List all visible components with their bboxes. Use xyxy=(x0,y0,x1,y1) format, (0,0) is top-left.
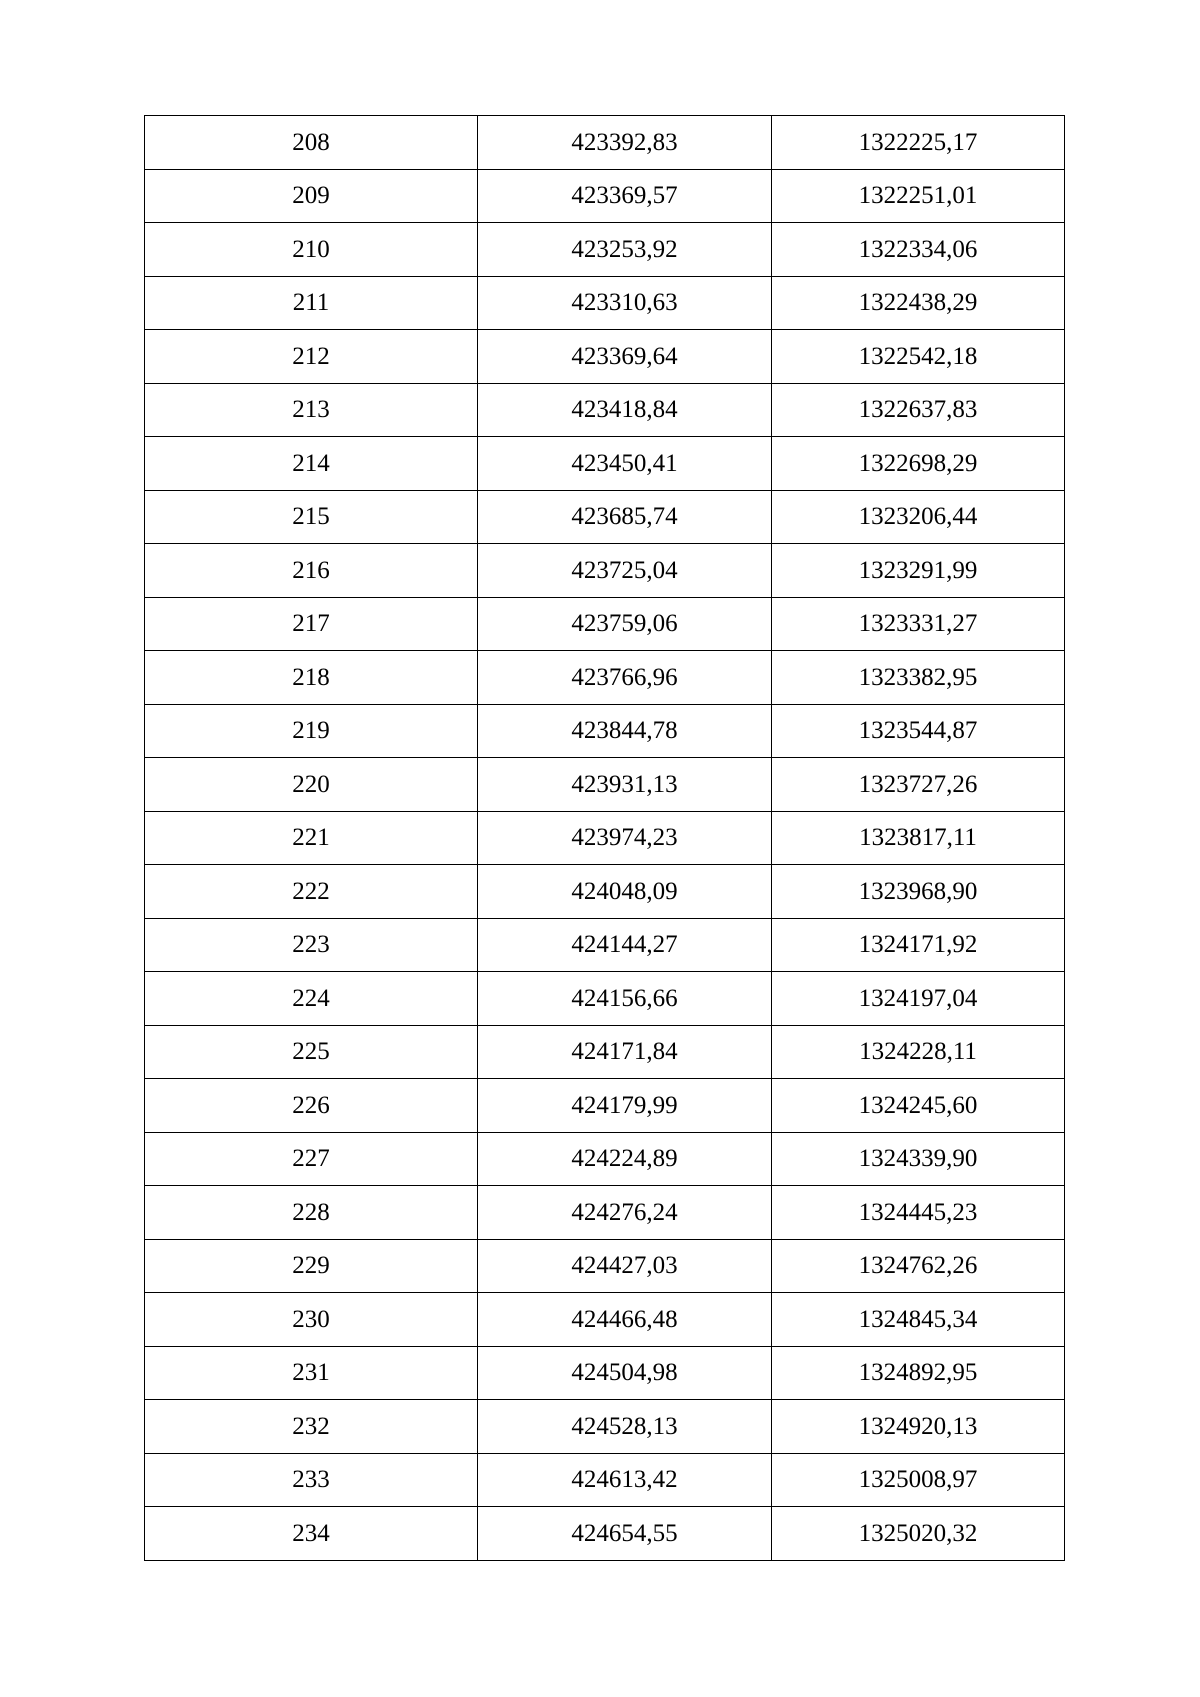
y-coordinate-cell: 1324339,90 xyxy=(772,1132,1065,1186)
y-coordinate-cell: 1324762,26 xyxy=(772,1239,1065,1293)
table-row xyxy=(145,918,1065,972)
point-number-cell: 215 xyxy=(145,490,478,544)
x-coordinate-cell: 423759,06 xyxy=(478,597,772,651)
table-row xyxy=(145,116,1065,170)
y-coordinate-cell: 1324171,92 xyxy=(772,918,1065,972)
y-coordinate-cell: 1322225,17 xyxy=(772,116,1065,170)
x-coordinate-cell: 423369,64 xyxy=(478,330,772,384)
point-number-cell: 218 xyxy=(145,651,478,705)
x-coordinate-cell: 423766,96 xyxy=(478,651,772,705)
table-row xyxy=(145,169,1065,223)
x-coordinate-cell: 424144,27 xyxy=(478,918,772,972)
point-number-cell: 212 xyxy=(145,330,478,384)
point-number-cell: 228 xyxy=(145,1186,478,1240)
y-coordinate-cell: 1322438,29 xyxy=(772,276,1065,330)
point-number-cell: 220 xyxy=(145,758,478,812)
table-row xyxy=(145,1079,1065,1133)
table-row xyxy=(145,1400,1065,1454)
y-coordinate-cell: 1324892,95 xyxy=(772,1346,1065,1400)
x-coordinate-cell: 423931,13 xyxy=(478,758,772,812)
table-row xyxy=(145,1293,1065,1347)
point-number-cell: 223 xyxy=(145,918,478,972)
y-coordinate-cell: 1322637,83 xyxy=(772,383,1065,437)
table-row xyxy=(145,276,1065,330)
y-coordinate-cell: 1324920,13 xyxy=(772,1400,1065,1454)
x-coordinate-cell: 424179,99 xyxy=(478,1079,772,1133)
point-number-cell: 233 xyxy=(145,1453,478,1507)
point-number-cell: 217 xyxy=(145,597,478,651)
table-row xyxy=(145,490,1065,544)
table-row xyxy=(145,223,1065,277)
point-number-cell: 225 xyxy=(145,1025,478,1079)
x-coordinate-cell: 423253,92 xyxy=(478,223,772,277)
point-number-cell: 214 xyxy=(145,437,478,491)
x-coordinate-cell: 423369,57 xyxy=(478,169,772,223)
x-coordinate-cell: 424171,84 xyxy=(478,1025,772,1079)
point-number-cell: 216 xyxy=(145,544,478,598)
x-coordinate-cell: 423450,41 xyxy=(478,437,772,491)
point-number-cell: 209 xyxy=(145,169,478,223)
y-coordinate-cell: 1322542,18 xyxy=(772,330,1065,384)
y-coordinate-cell: 1324197,04 xyxy=(772,972,1065,1026)
table-row xyxy=(145,330,1065,384)
y-coordinate-cell: 1323291,99 xyxy=(772,544,1065,598)
x-coordinate-cell: 423844,78 xyxy=(478,704,772,758)
point-number-cell: 230 xyxy=(145,1293,478,1347)
y-coordinate-cell: 1323727,26 xyxy=(772,758,1065,812)
y-coordinate-cell: 1324245,60 xyxy=(772,1079,1065,1133)
y-coordinate-cell: 1323206,44 xyxy=(772,490,1065,544)
x-coordinate-cell: 424276,24 xyxy=(478,1186,772,1240)
point-number-cell: 221 xyxy=(145,811,478,865)
x-coordinate-cell: 424224,89 xyxy=(478,1132,772,1186)
table-row xyxy=(145,597,1065,651)
x-coordinate-cell: 424504,98 xyxy=(478,1346,772,1400)
point-number-cell: 234 xyxy=(145,1507,478,1561)
point-number-cell: 229 xyxy=(145,1239,478,1293)
y-coordinate-cell: 1324845,34 xyxy=(772,1293,1065,1347)
point-number-cell: 226 xyxy=(145,1079,478,1133)
table-row xyxy=(145,651,1065,705)
x-coordinate-cell: 424156,66 xyxy=(478,972,772,1026)
table-row xyxy=(145,1186,1065,1240)
y-coordinate-cell: 1325020,32 xyxy=(772,1507,1065,1561)
table-row xyxy=(145,758,1065,812)
y-coordinate-cell: 1323331,27 xyxy=(772,597,1065,651)
x-coordinate-cell: 424613,42 xyxy=(478,1453,772,1507)
coordinates-table-body xyxy=(145,116,1065,1561)
y-coordinate-cell: 1323817,11 xyxy=(772,811,1065,865)
x-coordinate-cell: 424427,03 xyxy=(478,1239,772,1293)
table-row xyxy=(145,1239,1065,1293)
table-row xyxy=(145,544,1065,598)
y-coordinate-cell: 1322334,06 xyxy=(772,223,1065,277)
point-number-cell: 222 xyxy=(145,865,478,919)
y-coordinate-cell: 1324445,23 xyxy=(772,1186,1065,1240)
table-row xyxy=(145,1453,1065,1507)
table-row xyxy=(145,1025,1065,1079)
x-coordinate-cell: 423418,84 xyxy=(478,383,772,437)
x-coordinate-cell: 424466,48 xyxy=(478,1293,772,1347)
point-number-cell: 208 xyxy=(145,116,478,170)
point-number-cell: 232 xyxy=(145,1400,478,1454)
y-coordinate-cell: 1323968,90 xyxy=(772,865,1065,919)
y-coordinate-cell: 1324228,11 xyxy=(772,1025,1065,1079)
point-number-cell: 219 xyxy=(145,704,478,758)
table-row xyxy=(145,972,1065,1026)
table-row xyxy=(145,437,1065,491)
table-row xyxy=(145,383,1065,437)
table-row xyxy=(145,1132,1065,1186)
x-coordinate-cell: 424528,13 xyxy=(478,1400,772,1454)
x-coordinate-cell: 424654,55 xyxy=(478,1507,772,1561)
x-coordinate-cell: 423725,04 xyxy=(478,544,772,598)
y-coordinate-cell: 1322698,29 xyxy=(772,437,1065,491)
table-row xyxy=(145,704,1065,758)
point-number-cell: 210 xyxy=(145,223,478,277)
y-coordinate-cell: 1325008,97 xyxy=(772,1453,1065,1507)
point-number-cell: 224 xyxy=(145,972,478,1026)
y-coordinate-cell: 1322251,01 xyxy=(772,169,1065,223)
x-coordinate-cell: 423392,83 xyxy=(478,116,772,170)
x-coordinate-cell: 423310,63 xyxy=(478,276,772,330)
coordinates-table xyxy=(144,115,1065,1561)
x-coordinate-cell: 423974,23 xyxy=(478,811,772,865)
y-coordinate-cell: 1323382,95 xyxy=(772,651,1065,705)
y-coordinate-cell: 1323544,87 xyxy=(772,704,1065,758)
point-number-cell: 213 xyxy=(145,383,478,437)
x-coordinate-cell: 423685,74 xyxy=(478,490,772,544)
point-number-cell: 227 xyxy=(145,1132,478,1186)
point-number-cell: 211 xyxy=(145,276,478,330)
table-row xyxy=(145,811,1065,865)
table-row xyxy=(145,1507,1065,1561)
table-row xyxy=(145,1346,1065,1400)
point-number-cell: 231 xyxy=(145,1346,478,1400)
table-row xyxy=(145,865,1065,919)
x-coordinate-cell: 424048,09 xyxy=(478,865,772,919)
